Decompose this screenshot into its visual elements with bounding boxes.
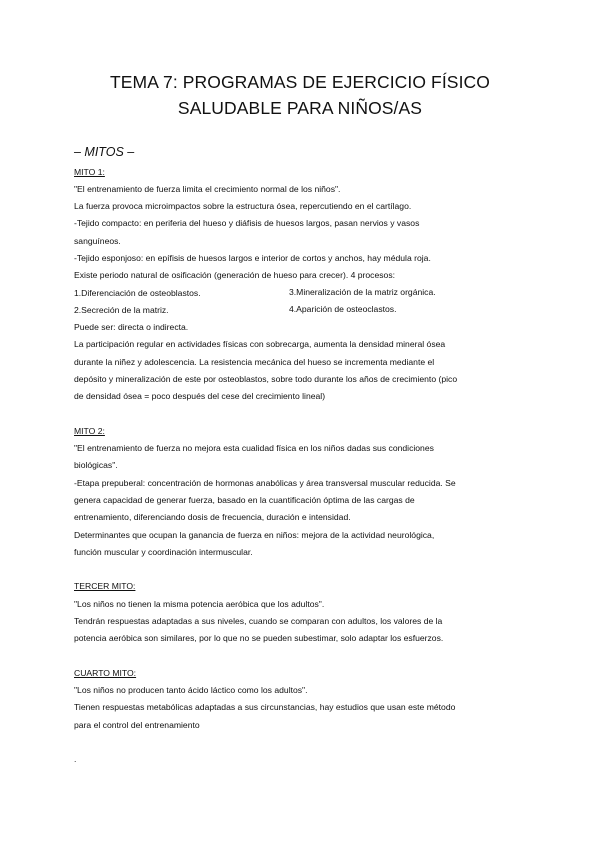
mito2-line: genera capacidad de generar fuerza, basado en la cuantificación óptima de las cargas de: [74, 495, 415, 505]
title-line-1: TEMA 7: PROGRAMAS DE EJERCICIO FÍSICO: [109, 72, 490, 92]
mito2-line: Determinantes que ocupan la ganancia de fuerza en niños: mejora de la actividad neurológica,: [74, 530, 435, 540]
mito1-line: La fuerza provoca microimpactos sobre la estructura ósea, repercutiendo en el cartílago.: [74, 201, 412, 211]
mito4-heading: CUARTO MITO:: [74, 668, 137, 678]
mito1-line: depósito y mineralización de este por osteoblastos, sobre todo durante los años de crecimiento (pico: [74, 374, 458, 384]
mito4-line: Tienen respuestas metabólicas adaptadas a sus circunstancias, hay estudios que usan este método: [74, 702, 456, 712]
mito1-line: -Tejido compacto: en periferia del hueso y diáfisis de huesos largos, pasan nervios y vasos: [74, 218, 420, 228]
process-item: 3.Mineralización de la matriz orgánica.: [289, 287, 436, 297]
title-line-2: SALUDABLE PARA NIÑOS/AS: [177, 98, 423, 118]
mito4-line: "Los niños no producen tanto ácido láctico como los adultos".: [74, 685, 308, 695]
mito1-line: La participación regular en actividades físicas con sobrecarga, aumenta la densidad mineral ósea: [74, 339, 446, 349]
process-item: 1.Diferenciación de osteoblastos.: [74, 288, 201, 298]
mito1-line: -Tejido esponjoso: en epífisis de huesos largos e interior de cortos y anchos, hay médula roja.: [74, 253, 431, 263]
mito1-line: Existe periodo natural de osificación (generación de hueso para crecer). 4 procesos:: [74, 270, 396, 280]
mito2-line: biológicas".: [74, 460, 118, 470]
mito2-heading: MITO 2:: [74, 426, 105, 436]
mito1-heading: MITO 1:: [74, 167, 105, 177]
mito2-line: -Etapa prepuberal: concentración de hormonas anabólicas y área transversal muscular reducida. Se: [74, 478, 456, 488]
mito1-line: durante la niñez y adolescencia. La resistencia mecánica del hueso se incrementa mediante el: [74, 357, 435, 367]
mito1-line: Puede ser: directa o indirecta.: [74, 322, 189, 332]
section-heading: – MITOS –: [74, 145, 135, 159]
process-item: 2.Secreción de la matriz.: [74, 305, 169, 315]
mito2-line: función muscular y coordinación intermuscular.: [74, 547, 253, 557]
mito3-heading: TERCER MITO:: [74, 581, 136, 591]
trailing-mark: .: [74, 754, 77, 764]
mito3-line: potencia aeróbica son similares, por lo que no se pueden subestimar, solo adaptar los esfuerzos.: [74, 633, 444, 643]
mito2-line: "El entrenamiento de fuerza no mejora esta cualidad física en los niños dadas sus condiciones: [74, 443, 434, 453]
mito3-line: Tendrán respuestas adaptadas a sus niveles, cuando se comparan con adultos, los valores de la: [74, 616, 443, 626]
mito1-quote: "El entrenamiento de fuerza limita el crecimiento normal de los niños".: [74, 184, 341, 194]
mito1-line: de densidad ósea = poco después del cese del crecimiento lineal): [74, 391, 326, 401]
mito4-line: para el control del entrenamiento: [74, 720, 200, 730]
mito1-line: sanguíneos.: [74, 236, 121, 246]
mito3-line: "Los niños no tienen la misma potencia aeróbica que los adultos".: [74, 599, 325, 609]
process-item: 4.Aparición de osteoclastos.: [289, 304, 397, 314]
mito2-line: entrenamiento, diferenciando dosis de frecuencia, duración e intensidad.: [74, 512, 351, 522]
